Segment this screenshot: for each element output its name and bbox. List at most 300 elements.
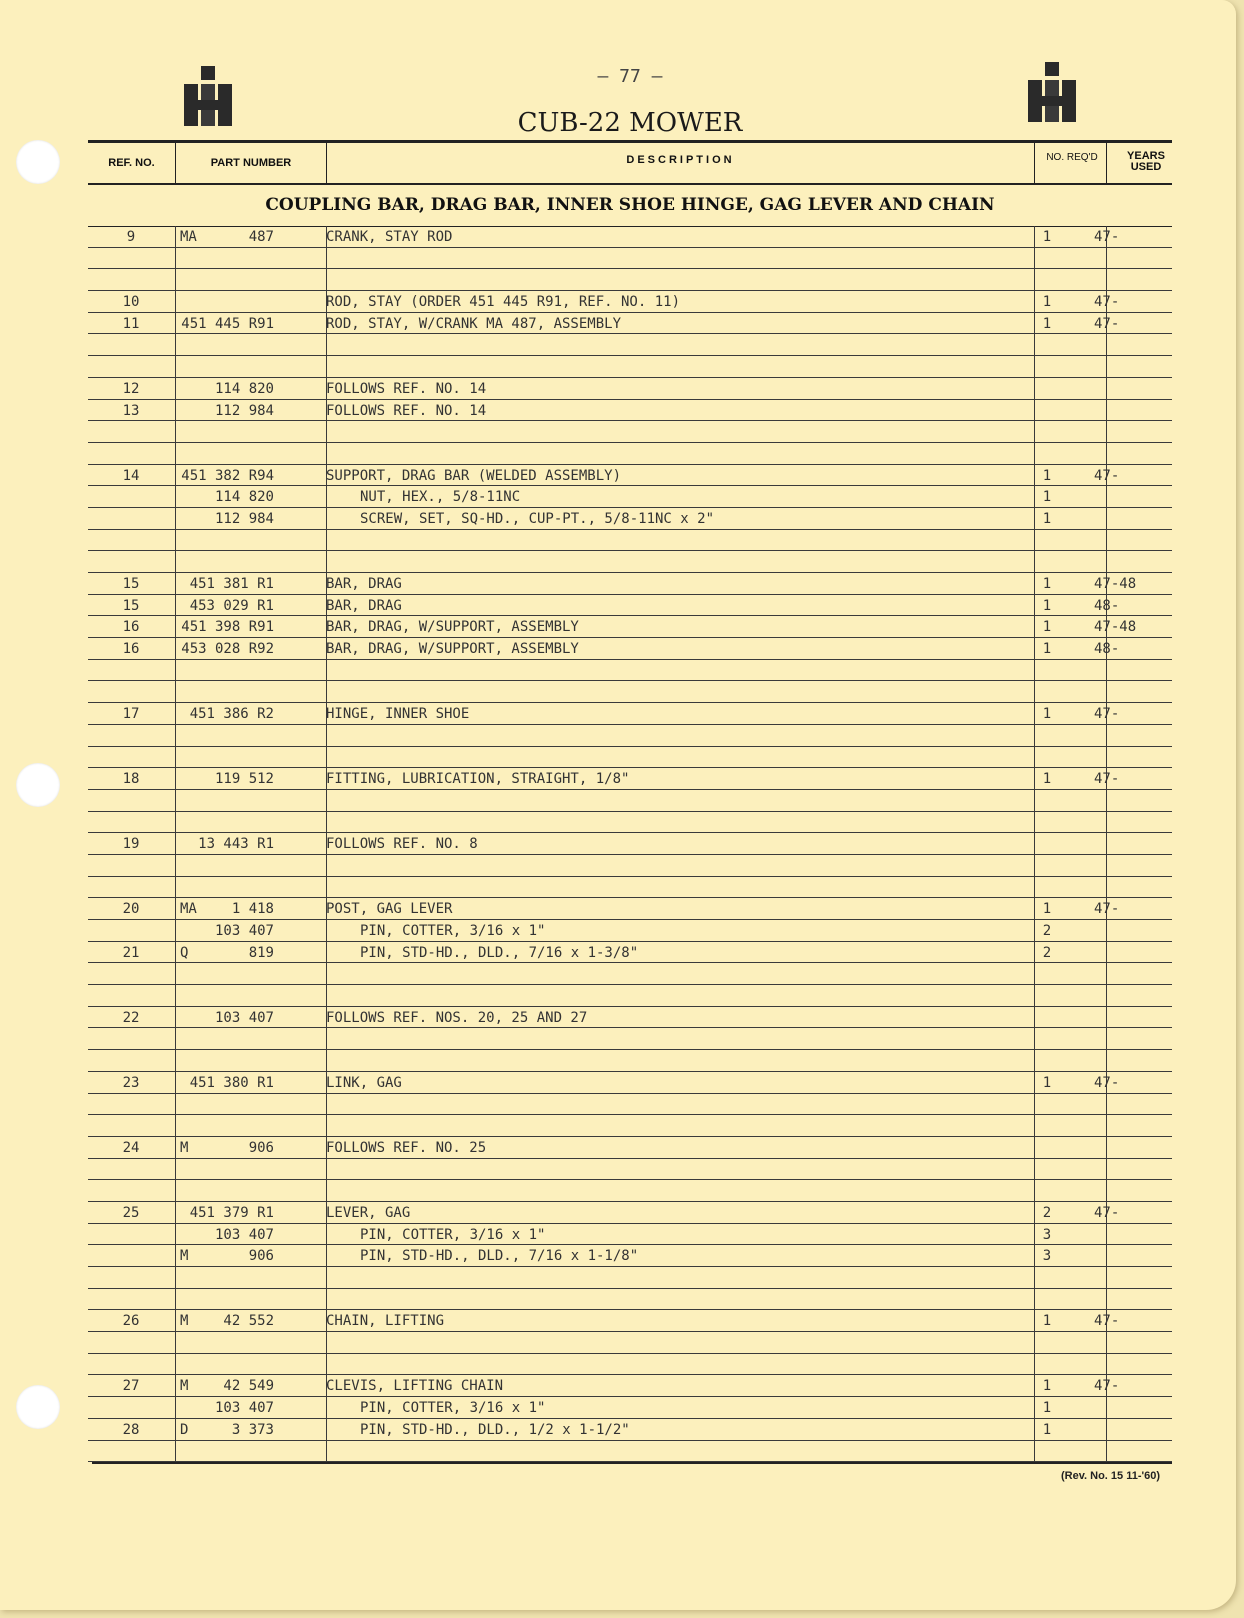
qty-cell: 3 (1042, 1248, 1052, 1265)
description-cell: BAR, DRAG (326, 597, 402, 614)
ref-no-cell: 24 (122, 1139, 140, 1156)
years-used-cell (1084, 508, 1170, 529)
table-row (88, 248, 1172, 270)
ref-no-cell (88, 681, 174, 702)
ref-no-cell (88, 1289, 174, 1310)
table-row (88, 1310, 1172, 1332)
years-used-cell (1084, 877, 1170, 898)
description-cell (326, 855, 1006, 876)
table-row (88, 551, 1172, 573)
part-prefix-cell: M (180, 1139, 189, 1156)
qty-cell (1012, 725, 1082, 746)
ref-no-cell (88, 790, 174, 811)
ref-no-cell (88, 985, 174, 1006)
ref-no-cell (88, 1224, 174, 1245)
qty-cell (1012, 1115, 1082, 1136)
years-used-cell (1084, 400, 1170, 421)
table-row (88, 595, 1172, 617)
table-row (88, 812, 1172, 834)
years-used-cell (1084, 1028, 1170, 1049)
description-cell (326, 1180, 1006, 1201)
years-used-cell (1084, 985, 1170, 1006)
part-number-cell: 451 381 R1 (189, 576, 274, 592)
table-row (88, 1441, 1172, 1463)
years-used-cell: 48- (1094, 597, 1120, 614)
part-number-cell (180, 1094, 274, 1115)
table-row (88, 1419, 1172, 1441)
years-used-cell: 47-48 (1094, 576, 1137, 592)
qty-cell (1012, 1028, 1082, 1049)
qty-cell (1012, 248, 1082, 269)
qty-cell (1012, 443, 1082, 464)
part-number-cell: 114 820 (214, 489, 274, 506)
years-used-cell: 47- (1094, 294, 1120, 311)
part-number-cell: 451 445 R91 (181, 315, 274, 332)
table-row (88, 1289, 1172, 1311)
description-cell: POST, GAG LEVER (326, 901, 453, 918)
description-cell: BAR, DRAG (326, 576, 402, 592)
qty-cell (1012, 855, 1082, 876)
part-number-cell (180, 421, 274, 442)
years-used-cell: 47- (1094, 771, 1120, 788)
part-number-cell: 819 (248, 944, 274, 961)
years-used-cell: 47- (1094, 1313, 1120, 1330)
part-number-cell (180, 1159, 274, 1180)
table-row (88, 1180, 1172, 1202)
part-number-cell (180, 660, 274, 681)
description-cell (326, 334, 1006, 355)
qty-cell (1012, 400, 1082, 421)
table-row (88, 530, 1172, 552)
part-prefix-cell: Q (180, 944, 189, 961)
table-row (88, 985, 1172, 1007)
description-cell (326, 551, 1006, 572)
years-used-cell (1084, 551, 1170, 572)
ref-no-cell: 25 (122, 1204, 140, 1221)
years-used-cell (1084, 421, 1170, 442)
part-prefix-cell: M (180, 1313, 189, 1330)
ref-no-cell (88, 1245, 174, 1266)
description-cell (326, 1050, 1006, 1071)
part-number-cell: 13 443 R1 (198, 836, 274, 853)
part-prefix-cell: D (180, 1421, 189, 1438)
description-cell: PIN, STD-HD., DLD., 7/16 x 1-3/8" (360, 944, 639, 961)
years-used-cell (1084, 530, 1170, 551)
part-number-cell: 103 407 (214, 1226, 274, 1243)
ih-logo-left (184, 66, 232, 126)
table-row (88, 1007, 1172, 1029)
ref-no-cell (88, 1180, 174, 1201)
qty-cell (1012, 1441, 1082, 1462)
ref-no-cell (88, 877, 174, 898)
description-cell: FOLLOWS REF. NO. 14 (326, 402, 487, 419)
table-row (88, 1267, 1172, 1289)
part-number-cell: 453 029 R1 (189, 597, 274, 614)
description-cell: BAR, DRAG, W/SUPPORT, ASSEMBLY (326, 619, 579, 636)
table-row (88, 573, 1172, 595)
years-used-cell (1084, 1180, 1170, 1201)
description-cell (326, 812, 1006, 833)
years-used-cell (1084, 1159, 1170, 1180)
description-cell: SCREW, SET, SQ-HD., CUP-PT., 5/8-11NC x 2" (360, 510, 715, 527)
revision-note: (Rev. No. 15 11-'60) (1060, 1470, 1160, 1482)
qty-cell (1012, 790, 1082, 811)
table-row (88, 508, 1172, 530)
ref-no-cell: 22 (122, 1009, 140, 1026)
years-used-cell (1084, 1419, 1170, 1440)
ref-no-cell: 27 (122, 1378, 140, 1395)
table-row (88, 747, 1172, 769)
part-number-cell: 114 820 (214, 380, 274, 397)
description-cell (326, 443, 1006, 464)
header-top-rule (88, 140, 1172, 143)
part-number-cell (180, 248, 274, 269)
description-cell (326, 985, 1006, 1006)
ref-no-cell (88, 530, 174, 551)
part-number-cell (180, 1180, 274, 1201)
table-row (88, 1050, 1172, 1072)
years-used-cell (1084, 1137, 1170, 1158)
part-number-cell (180, 1354, 274, 1375)
ref-no-cell (88, 747, 174, 768)
qty-cell (1012, 681, 1082, 702)
table-row (88, 855, 1172, 877)
years-used-cell (1084, 660, 1170, 681)
years-used-cell: 47- (1094, 901, 1120, 918)
years-used-cell: 48- (1094, 641, 1120, 658)
qty-cell (1012, 1007, 1082, 1028)
ref-no-cell (88, 1441, 174, 1462)
description-cell (326, 660, 1006, 681)
part-number-cell: 451 380 R1 (189, 1074, 274, 1091)
years-used-cell (1084, 334, 1170, 355)
qty-cell (1012, 833, 1082, 854)
part-number-cell (180, 985, 274, 1006)
table-row (88, 486, 1172, 508)
years-used-cell (1084, 378, 1170, 399)
table-row (88, 1375, 1172, 1397)
qty-cell: 1 (1042, 229, 1052, 245)
qty-cell: 1 (1042, 1313, 1052, 1330)
description-cell (326, 681, 1006, 702)
qty-cell: 1 (1042, 1074, 1052, 1091)
qty-cell: 1 (1042, 1378, 1052, 1395)
qty-cell: 2 (1042, 944, 1052, 961)
years-used-cell: 47- (1094, 229, 1120, 245)
qty-cell (1012, 1094, 1082, 1115)
part-number-cell (180, 812, 274, 833)
table-row (88, 1354, 1172, 1376)
qty-cell (1012, 1137, 1082, 1158)
part-number-cell: 1 418 (231, 901, 274, 918)
part-number-cell: 112 984 (214, 510, 274, 527)
table-row (88, 942, 1172, 964)
qty-cell (1012, 963, 1082, 984)
part-number-cell (180, 1441, 274, 1462)
ref-no-cell: 17 (122, 706, 140, 723)
description-cell (326, 963, 1006, 984)
years-used-cell (1084, 269, 1170, 290)
years-used-cell (1084, 812, 1170, 833)
qty-cell: 1 (1042, 315, 1052, 332)
years-used-cell (1084, 963, 1170, 984)
description-cell: CRANK, STAY ROD (326, 229, 453, 245)
description-cell: LEVER, GAG (326, 1204, 411, 1221)
years-used-cell (1084, 1332, 1170, 1353)
description-cell: BAR, DRAG, W/SUPPORT, ASSEMBLY (326, 641, 579, 658)
qty-cell (1012, 877, 1082, 898)
table-row (88, 833, 1172, 855)
ref-no-cell (88, 1332, 174, 1353)
ref-no-cell (88, 443, 174, 464)
ref-no-cell: 18 (122, 771, 140, 788)
description-cell: FITTING, LUBRICATION, STRAIGHT, 1/8" (326, 771, 630, 788)
ref-no-cell (88, 248, 174, 269)
description-cell: FOLLOWS REF. NOS. 20, 25 AND 27 (326, 1009, 588, 1026)
description-cell (326, 421, 1006, 442)
part-number-cell: 3 373 (231, 1421, 274, 1438)
table-row (88, 1332, 1172, 1354)
table-row (88, 963, 1172, 985)
description-cell: PIN, COTTER, 3/16 x 1" (360, 923, 546, 939)
page-number: — 77 — (597, 66, 663, 87)
years-used-cell: 47- (1094, 706, 1120, 723)
table-row (88, 616, 1172, 638)
qty-cell: 3 (1042, 1226, 1052, 1243)
description-cell (326, 1094, 1006, 1115)
description-cell: HINGE, INNER SHOE (326, 706, 470, 723)
part-number-cell (180, 530, 274, 551)
ref-no-cell (88, 486, 174, 507)
years-used-cell (1084, 1007, 1170, 1028)
qty-cell (1012, 421, 1082, 442)
years-used-cell (1084, 725, 1170, 746)
part-prefix-cell: M (180, 1248, 189, 1265)
part-number-cell: 453 028 R92 (181, 641, 274, 658)
parts-table (88, 226, 1172, 1462)
table-row (88, 269, 1172, 291)
years-used-cell (1084, 1397, 1170, 1418)
part-number-cell: 112 984 (214, 402, 274, 419)
ref-no-cell: 14 (122, 467, 140, 484)
qty-cell (1012, 660, 1082, 681)
description-cell (326, 530, 1006, 551)
part-number-cell (180, 269, 274, 290)
part-number-cell: 487 (248, 229, 274, 245)
part-number-cell: 119 512 (214, 771, 274, 788)
ref-no-cell (88, 334, 174, 355)
qty-cell (1012, 1159, 1082, 1180)
part-prefix-cell: M (180, 1378, 189, 1395)
part-number-cell (180, 1115, 274, 1136)
description-cell (326, 877, 1006, 898)
years-used-cell: 47- (1094, 315, 1120, 332)
description-cell: SUPPORT, DRAG BAR (WELDED ASSEMBLY) (326, 467, 622, 484)
qty-cell: 2 (1042, 1204, 1052, 1221)
years-used-cell (1084, 681, 1170, 702)
qty-cell: 1 (1042, 467, 1052, 484)
qty-cell (1012, 530, 1082, 551)
part-number-cell: 451 386 R2 (189, 706, 274, 723)
part-number-cell (180, 725, 274, 746)
col-header-ref-no: REF. NO. (108, 157, 155, 169)
table-row (88, 920, 1172, 942)
part-number-cell: 451 398 R91 (181, 619, 274, 636)
table-row (88, 725, 1172, 747)
description-cell (326, 747, 1006, 768)
part-number-cell (180, 747, 274, 768)
qty-cell (1012, 378, 1082, 399)
qty-cell (1012, 1180, 1082, 1201)
description-cell: PIN, COTTER, 3/16 x 1" (360, 1400, 546, 1417)
description-cell (326, 1159, 1006, 1180)
ref-no-cell (88, 1028, 174, 1049)
part-number-cell (180, 551, 274, 572)
description-cell: FOLLOWS REF. NO. 25 (326, 1139, 487, 1156)
ref-no-cell (88, 812, 174, 833)
years-used-cell (1084, 942, 1170, 963)
col-header-part-number: PART NUMBER (210, 157, 292, 169)
table-row (88, 1159, 1172, 1181)
ref-no-cell: 10 (122, 294, 140, 311)
qty-cell (1012, 1332, 1082, 1353)
qty-cell (1012, 747, 1082, 768)
table-row (88, 313, 1172, 335)
qty-cell: 1 (1042, 489, 1052, 506)
ref-no-cell: 23 (122, 1074, 140, 1091)
qty-cell: 1 (1042, 901, 1052, 918)
binder-hole (16, 140, 60, 184)
years-used-cell (1084, 486, 1170, 507)
ref-no-cell (88, 1397, 174, 1418)
ref-no-cell (88, 508, 174, 529)
description-cell: FOLLOWS REF. NO. 14 (326, 380, 487, 397)
ref-no-cell: 19 (122, 836, 140, 853)
qty-cell: 1 (1042, 706, 1052, 723)
years-used-cell (1084, 443, 1170, 464)
description-cell (326, 790, 1006, 811)
qty-cell: 1 (1042, 576, 1052, 592)
ref-no-cell (88, 551, 174, 572)
col-header-no-reqd: NO. REQ'D (1046, 152, 1098, 163)
years-used-cell (1084, 1354, 1170, 1375)
description-cell: CLEVIS, LIFTING CHAIN (326, 1378, 504, 1395)
binder-hole (16, 763, 60, 807)
table-row (88, 1397, 1172, 1419)
description-cell: ROD, STAY (ORDER 451 445 R91, REF. NO. 11) (326, 294, 681, 311)
qty-cell: 1 (1042, 294, 1052, 311)
ref-no-cell (88, 855, 174, 876)
years-used-cell: 47-48 (1094, 619, 1137, 636)
ref-no-cell (88, 920, 174, 941)
table-row (88, 443, 1172, 465)
qty-cell (1012, 1289, 1082, 1310)
description-cell: PIN, STD-HD., DLD., 1/2 x 1-1/2" (360, 1421, 630, 1438)
years-used-cell (1084, 1050, 1170, 1071)
table-row (88, 681, 1172, 703)
qty-cell: 2 (1042, 923, 1052, 939)
table-row (88, 703, 1172, 725)
col-header-years-used: YEARS USED (1127, 150, 1165, 173)
years-used-cell (1084, 1245, 1170, 1266)
ref-no-cell: 21 (122, 944, 140, 961)
ref-no-cell: 16 (122, 641, 140, 658)
ih-logo-right (1028, 62, 1076, 122)
ref-no-cell (88, 725, 174, 746)
part-number-cell (180, 790, 274, 811)
description-cell: PIN, STD-HD., DLD., 7/16 x 1-1/8" (360, 1248, 639, 1265)
years-used-cell (1084, 790, 1170, 811)
table-row (88, 1072, 1172, 1094)
table-row (88, 356, 1172, 378)
ref-no-cell: 15 (122, 597, 140, 614)
ref-no-cell (88, 421, 174, 442)
ref-no-cell: 9 (126, 229, 136, 245)
table-row (88, 1137, 1172, 1159)
description-cell: LINK, GAG (326, 1074, 402, 1091)
table-row (88, 378, 1172, 400)
ref-no-cell: 20 (122, 901, 140, 918)
ref-no-cell: 12 (122, 380, 140, 397)
description-cell (326, 1354, 1006, 1375)
description-cell (326, 725, 1006, 746)
ref-no-cell (88, 1354, 174, 1375)
table-row (88, 291, 1172, 313)
part-number-cell (180, 356, 274, 377)
table-row (88, 877, 1172, 899)
qty-cell (1012, 812, 1082, 833)
description-cell: NUT, HEX., 5/8-11NC (360, 489, 521, 506)
header-bottom-rule (88, 183, 1172, 185)
qty-cell: 1 (1042, 619, 1052, 636)
table-bottom-rule (92, 1462, 1172, 1464)
description-cell (326, 1289, 1006, 1310)
ref-no-cell: 13 (122, 402, 140, 419)
qty-cell (1012, 1354, 1082, 1375)
years-used-cell (1084, 855, 1170, 876)
years-used-cell (1084, 1224, 1170, 1245)
qty-cell (1012, 985, 1082, 1006)
qty-cell: 1 (1042, 1421, 1052, 1438)
years-used-cell (1084, 1441, 1170, 1462)
years-used-cell (1084, 1289, 1170, 1310)
table-row (88, 1115, 1172, 1137)
ref-no-cell (88, 1159, 174, 1180)
part-number-cell: 103 407 (214, 1009, 274, 1026)
ref-no-cell: 28 (122, 1421, 140, 1438)
table-row (88, 421, 1172, 443)
ref-no-cell (88, 1267, 174, 1288)
qty-cell: 1 (1042, 510, 1052, 527)
table-row (88, 638, 1172, 660)
description-cell (326, 248, 1006, 269)
part-number-cell: 42 552 (223, 1313, 274, 1330)
part-number-cell: 451 379 R1 (189, 1204, 274, 1221)
years-used-cell: 47- (1094, 467, 1120, 484)
description-cell (326, 1441, 1006, 1462)
page-title: CUB-22 MOWER (517, 108, 743, 138)
ref-no-cell (88, 963, 174, 984)
part-number-cell: 42 549 (223, 1378, 274, 1395)
part-prefix-cell: MA (180, 901, 197, 918)
part-number-cell: 103 407 (214, 1400, 274, 1417)
header-divider (1034, 143, 1035, 183)
ref-no-cell (88, 356, 174, 377)
qty-cell (1012, 1267, 1082, 1288)
part-number-cell (180, 1332, 274, 1353)
description-cell: PIN, COTTER, 3/16 x 1" (360, 1226, 546, 1243)
header-divider (1106, 143, 1107, 183)
